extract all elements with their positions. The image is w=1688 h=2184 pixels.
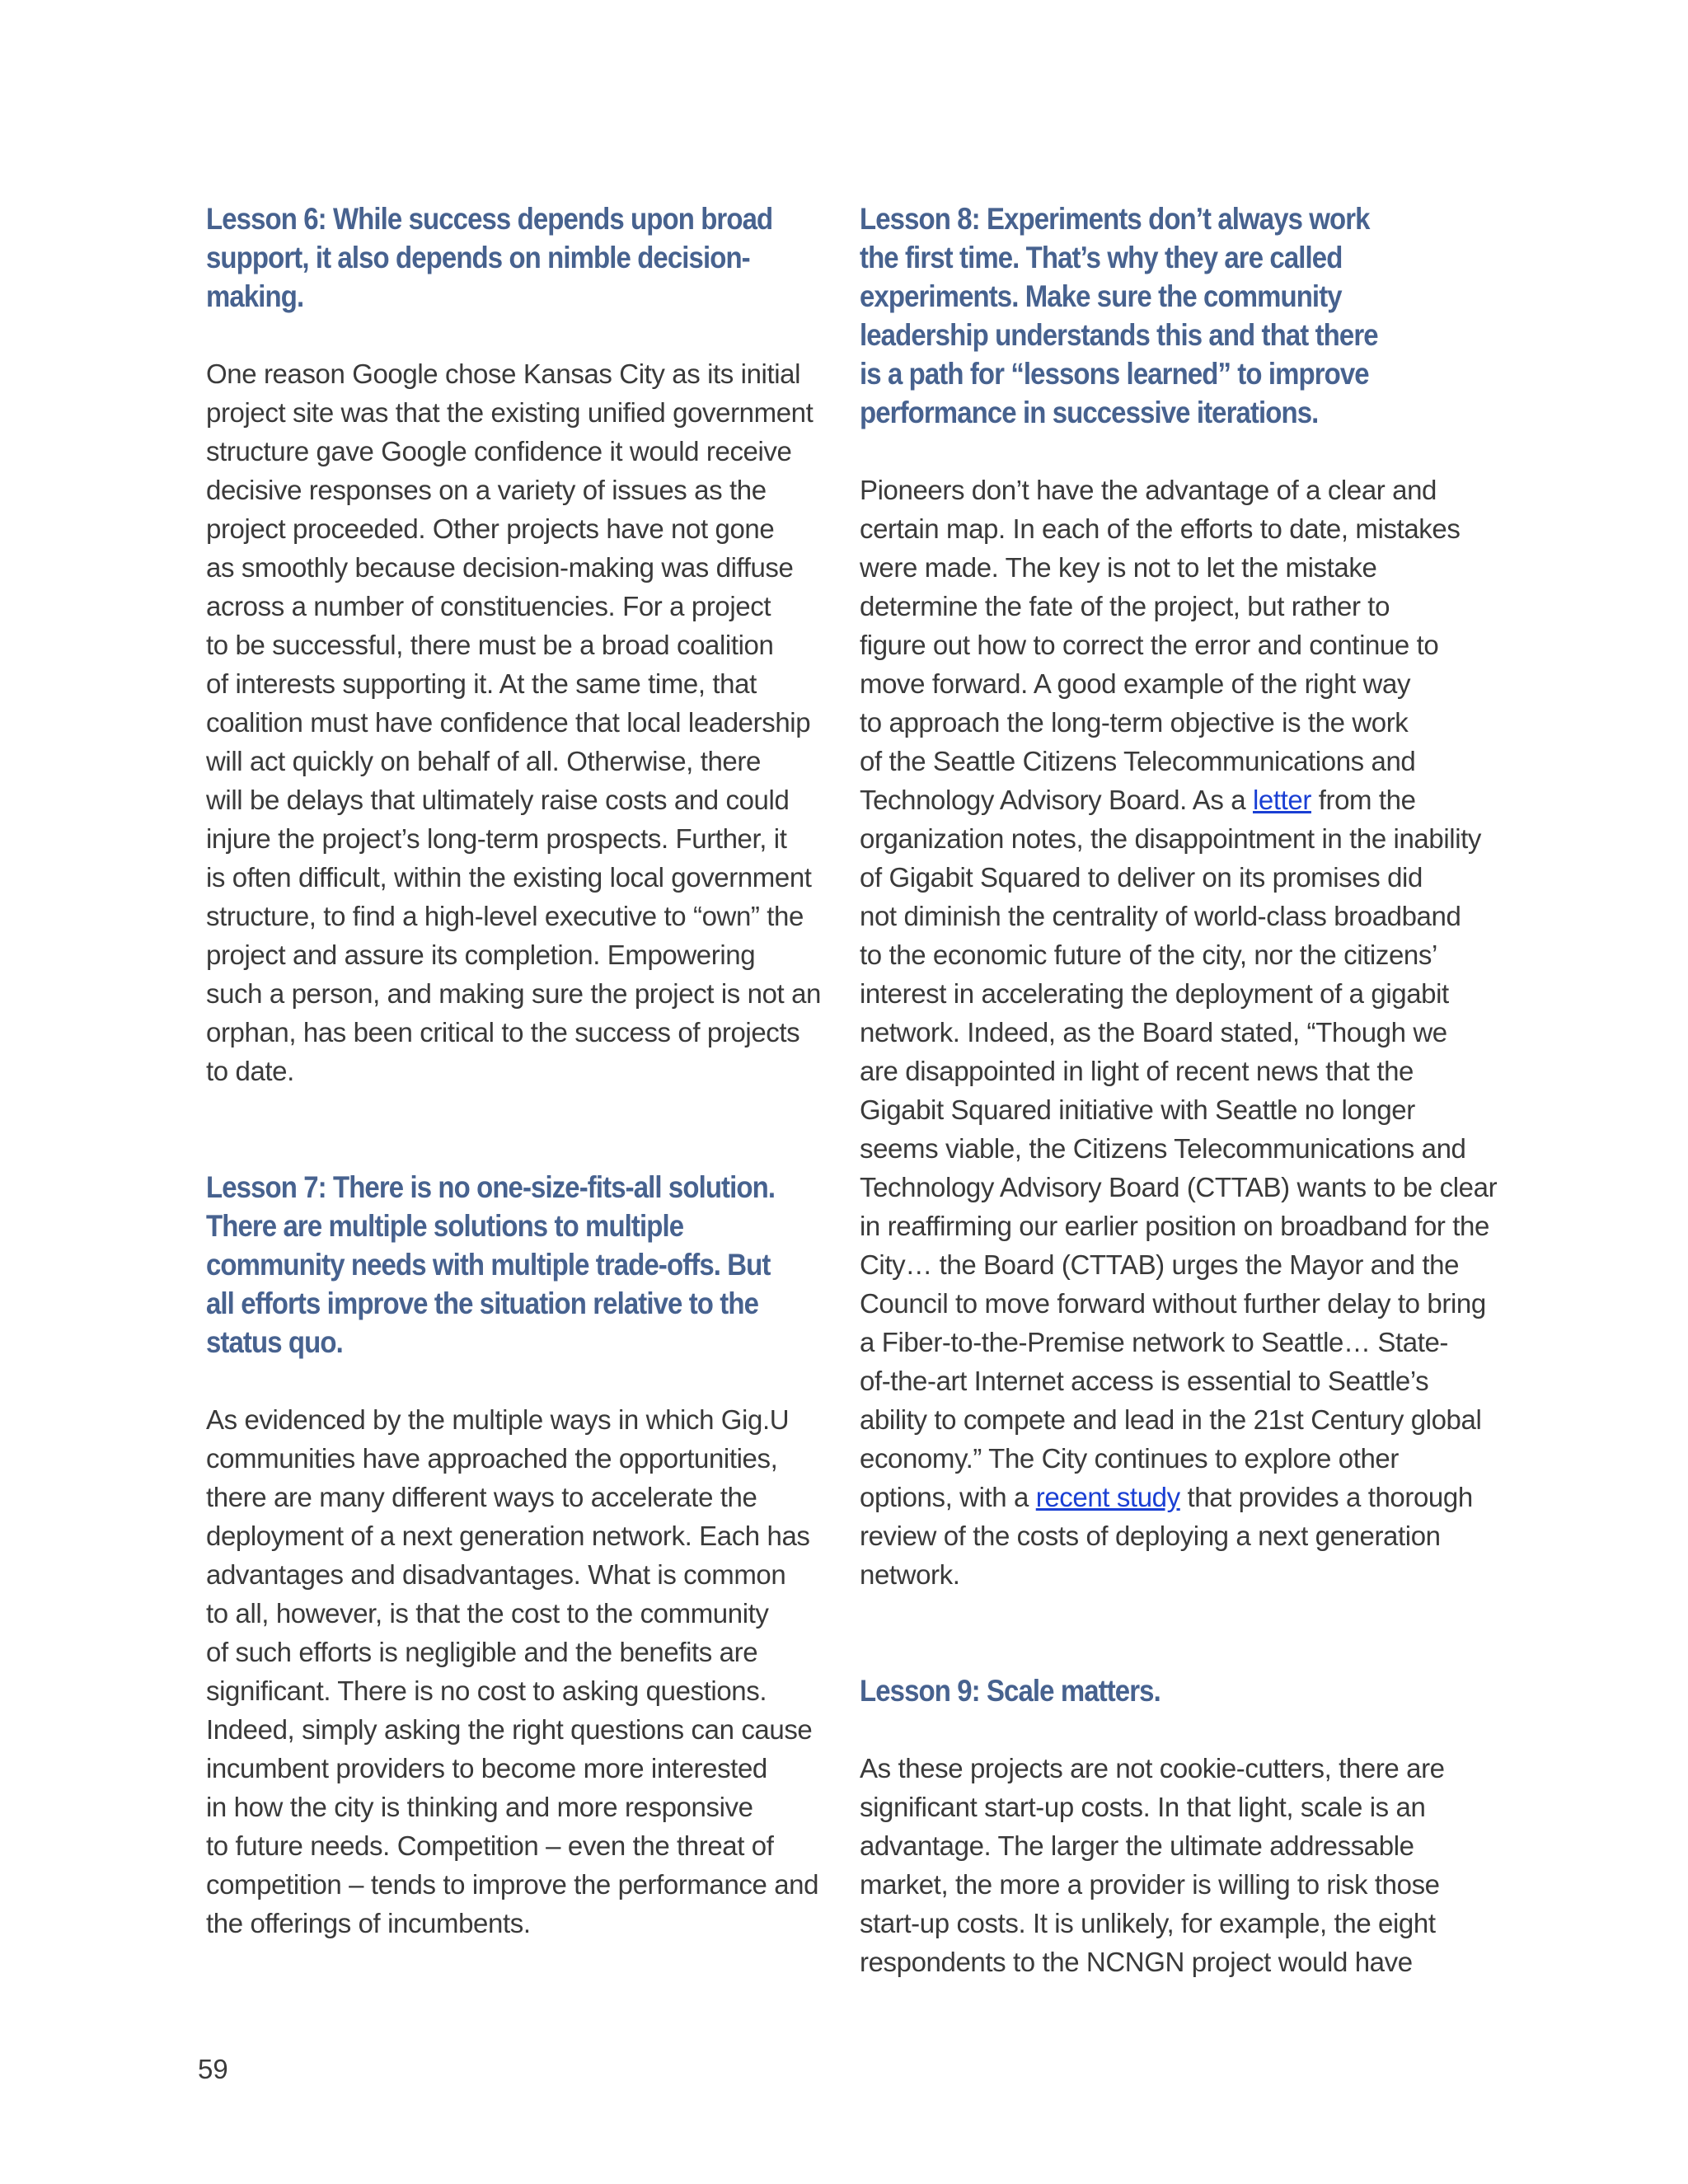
body-line: Council to move forward without further delay to bring — [860, 1288, 1486, 1319]
heading-line: Lesson 9: Scale matters. — [860, 1674, 1160, 1708]
page-number: 59 — [198, 2054, 228, 2084]
heading-line: support, it also depends on nimble decision- — [206, 241, 750, 274]
heading-line: community needs with multiple trade-offs. But — [206, 1248, 771, 1282]
heading-line: Lesson 8: Experiments don’t always work — [860, 202, 1370, 236]
heading-line: making. — [206, 279, 304, 313]
body-line-with-letter-link — [860, 780, 1498, 819]
body-line: market, the more a provider is willing to risk those — [860, 1869, 1440, 1900]
body-line: project site was that the existing unified government — [206, 397, 814, 428]
body-line: of interests supporting it. At the same time, that — [206, 668, 757, 699]
body-line: respondents to the NCNGN project would have — [860, 1947, 1413, 1977]
lesson-8-heading — [860, 199, 1497, 432]
body-line: orphan, has been critical to the success of projects — [206, 1017, 800, 1047]
body-line: Gigabit Squared initiative with Seattle no longer — [860, 1094, 1415, 1125]
body-line: of Gigabit Squared to deliver on its promises did — [860, 862, 1423, 893]
body-line: will act quickly on behalf of all. Otherwise, there — [206, 746, 761, 776]
body-line: project and assure its completion. Empowering — [206, 940, 756, 970]
body-line: significant. There is no cost to asking questions. — [206, 1675, 767, 1706]
letter-link[interactable]: letter — [1252, 785, 1311, 815]
body-line: decisive responses on a variety of issues as the — [206, 475, 767, 505]
body-line: City… the Board (CTTAB) urges the Mayor and the — [860, 1249, 1460, 1280]
body-line: of the Seattle Citizens Telecommunications and — [860, 746, 1416, 776]
body-line: advantages and disadvantages. What is common — [206, 1559, 786, 1590]
body-line: in reaffirming our earlier position on broadband for the — [860, 1211, 1489, 1241]
body-line: Pioneers don’t have the advantage of a clear and — [860, 475, 1437, 505]
lesson-7-body — [206, 1400, 824, 1943]
body-line: to date. — [206, 1056, 294, 1086]
body-line: As evidenced by the multiple ways in which Gig.U — [206, 1404, 790, 1435]
body-line: network. Indeed, as the Board stated, “Though we — [860, 1017, 1447, 1047]
body-line: interest in accelerating the deployment of a gigabit — [860, 978, 1449, 1009]
body-line: to all, however, is that the cost to the community — [206, 1598, 769, 1629]
heading-line: There are multiple solutions to multiple — [206, 1209, 684, 1243]
body-line: structure gave Google confidence it would receive — [206, 436, 792, 466]
right-column — [860, 199, 1498, 1981]
body-line: start-up costs. It is unlikely, for example, the eight — [860, 1908, 1436, 1938]
body-line: not diminish the centrality of world-class broadband — [860, 901, 1461, 931]
body-text-fragment: options, with a — [860, 1482, 1036, 1512]
body-line: of-the-art Internet access is essential to Seattle’s — [860, 1366, 1429, 1396]
heading-line: Lesson 7: There is no one-size-fits-all solution. — [206, 1170, 776, 1204]
body-line: ability to compete and lead in the 21st Century global — [860, 1404, 1482, 1435]
lesson-9-heading — [860, 1671, 1497, 1710]
body-line: Indeed, simply asking the right questions can cause — [206, 1714, 813, 1745]
body-line: organization notes, the disappointment in the inability — [860, 823, 1481, 854]
body-line: is often difficult, within the existing local government — [206, 862, 812, 893]
heading-line: all efforts improve the situation relative to the — [206, 1286, 759, 1320]
body-line: to be successful, there must be a broad coalition — [206, 630, 774, 660]
body-line: as smoothly because decision-making was diffuse — [206, 552, 794, 583]
body-line: review of the costs of deploying a next generation — [860, 1521, 1441, 1551]
body-line: network. — [860, 1559, 960, 1590]
body-line: structure, to find a high-level executive to “own” the — [206, 901, 804, 931]
body-text-fragment: that provides a thorough — [1179, 1482, 1473, 1512]
recent-study-link[interactable]: recent study — [1035, 1482, 1180, 1512]
body-text-fragment: Technology Advisory Board. As a — [860, 785, 1253, 815]
heading-line: the first time. That’s why they are called — [860, 241, 1343, 274]
body-line: As these projects are not cookie-cutters, there are — [860, 1753, 1445, 1783]
lesson-6-heading — [206, 199, 823, 316]
body-line: in how the city is thinking and more responsive — [206, 1792, 753, 1822]
heading-line: experiments. Make sure the community — [860, 279, 1342, 313]
body-line: advantage. The larger the ultimate addressable — [860, 1830, 1414, 1861]
heading-line: status quo. — [206, 1325, 343, 1359]
body-line: figure out how to correct the error and continue to — [860, 630, 1439, 660]
body-line: deployment of a next generation network. Each has — [206, 1521, 810, 1551]
heading-line: is a path for “lessons learned” to improve — [860, 357, 1369, 391]
body-text-fragment: from the — [1311, 785, 1416, 815]
body-line: coalition must have confidence that local leadership — [206, 707, 811, 738]
body-line: of such efforts is negligible and the benefits are — [206, 1637, 758, 1667]
body-line: injure the project’s long-term prospects. Further, it — [206, 823, 787, 854]
body-line: a Fiber-to-the-Premise network to Seattle… State- — [860, 1327, 1449, 1357]
heading-line: Lesson 6: While success depends upon broad — [206, 202, 773, 236]
lesson-7-heading — [206, 1168, 823, 1361]
body-line: to approach the long-term objective is the work — [860, 707, 1409, 738]
body-line: move forward. A good example of the right way — [860, 668, 1411, 699]
body-line: will be delays that ultimately raise costs and could — [206, 785, 790, 815]
body-line: were made. The key is not to let the mistake — [860, 552, 1377, 583]
body-line: incumbent providers to become more interested — [206, 1753, 767, 1783]
body-line-with-study-link — [860, 1478, 1498, 1516]
heading-line: performance in successive iterations. — [860, 396, 1319, 429]
body-line: certain map. In each of the efforts to date, mistakes — [860, 513, 1461, 544]
lesson-6-body — [206, 354, 824, 1090]
body-line: determine the fate of the project, but rather to — [860, 591, 1390, 621]
heading-line: leadership understands this and that there — [860, 318, 1378, 352]
body-line: are disappointed in light of recent news that the — [860, 1056, 1414, 1086]
body-line: there are many different ways to accelerate the — [206, 1482, 757, 1512]
body-line: to future needs. Competition – even the threat of — [206, 1830, 774, 1861]
body-line: the offerings of incumbents. — [206, 1908, 531, 1938]
body-line: significant start-up costs. In that light, scale is an — [860, 1792, 1426, 1822]
body-line: project proceeded. Other projects have not gone — [206, 513, 775, 544]
body-line: across a number of constituencies. For a project — [206, 591, 771, 621]
body-line: Technology Advisory Board (CTTAB) wants to be clear — [860, 1172, 1498, 1202]
body-line: competition – tends to improve the performance and — [206, 1869, 819, 1900]
body-line: seems viable, the Citizens Telecommunications and — [860, 1133, 1466, 1164]
lesson-9-body — [860, 1749, 1498, 1981]
lesson-8-body — [860, 471, 1498, 1594]
left-column — [206, 199, 824, 1943]
body-line: One reason Google chose Kansas City as its initial — [206, 359, 801, 389]
body-line: communities have approached the opportunities, — [206, 1443, 778, 1474]
body-line: such a person, and making sure the project is not an — [206, 978, 821, 1009]
body-line: to the economic future of the city, nor the citizens’ — [860, 940, 1437, 970]
body-line: economy.” The City continues to explore other — [860, 1443, 1399, 1474]
